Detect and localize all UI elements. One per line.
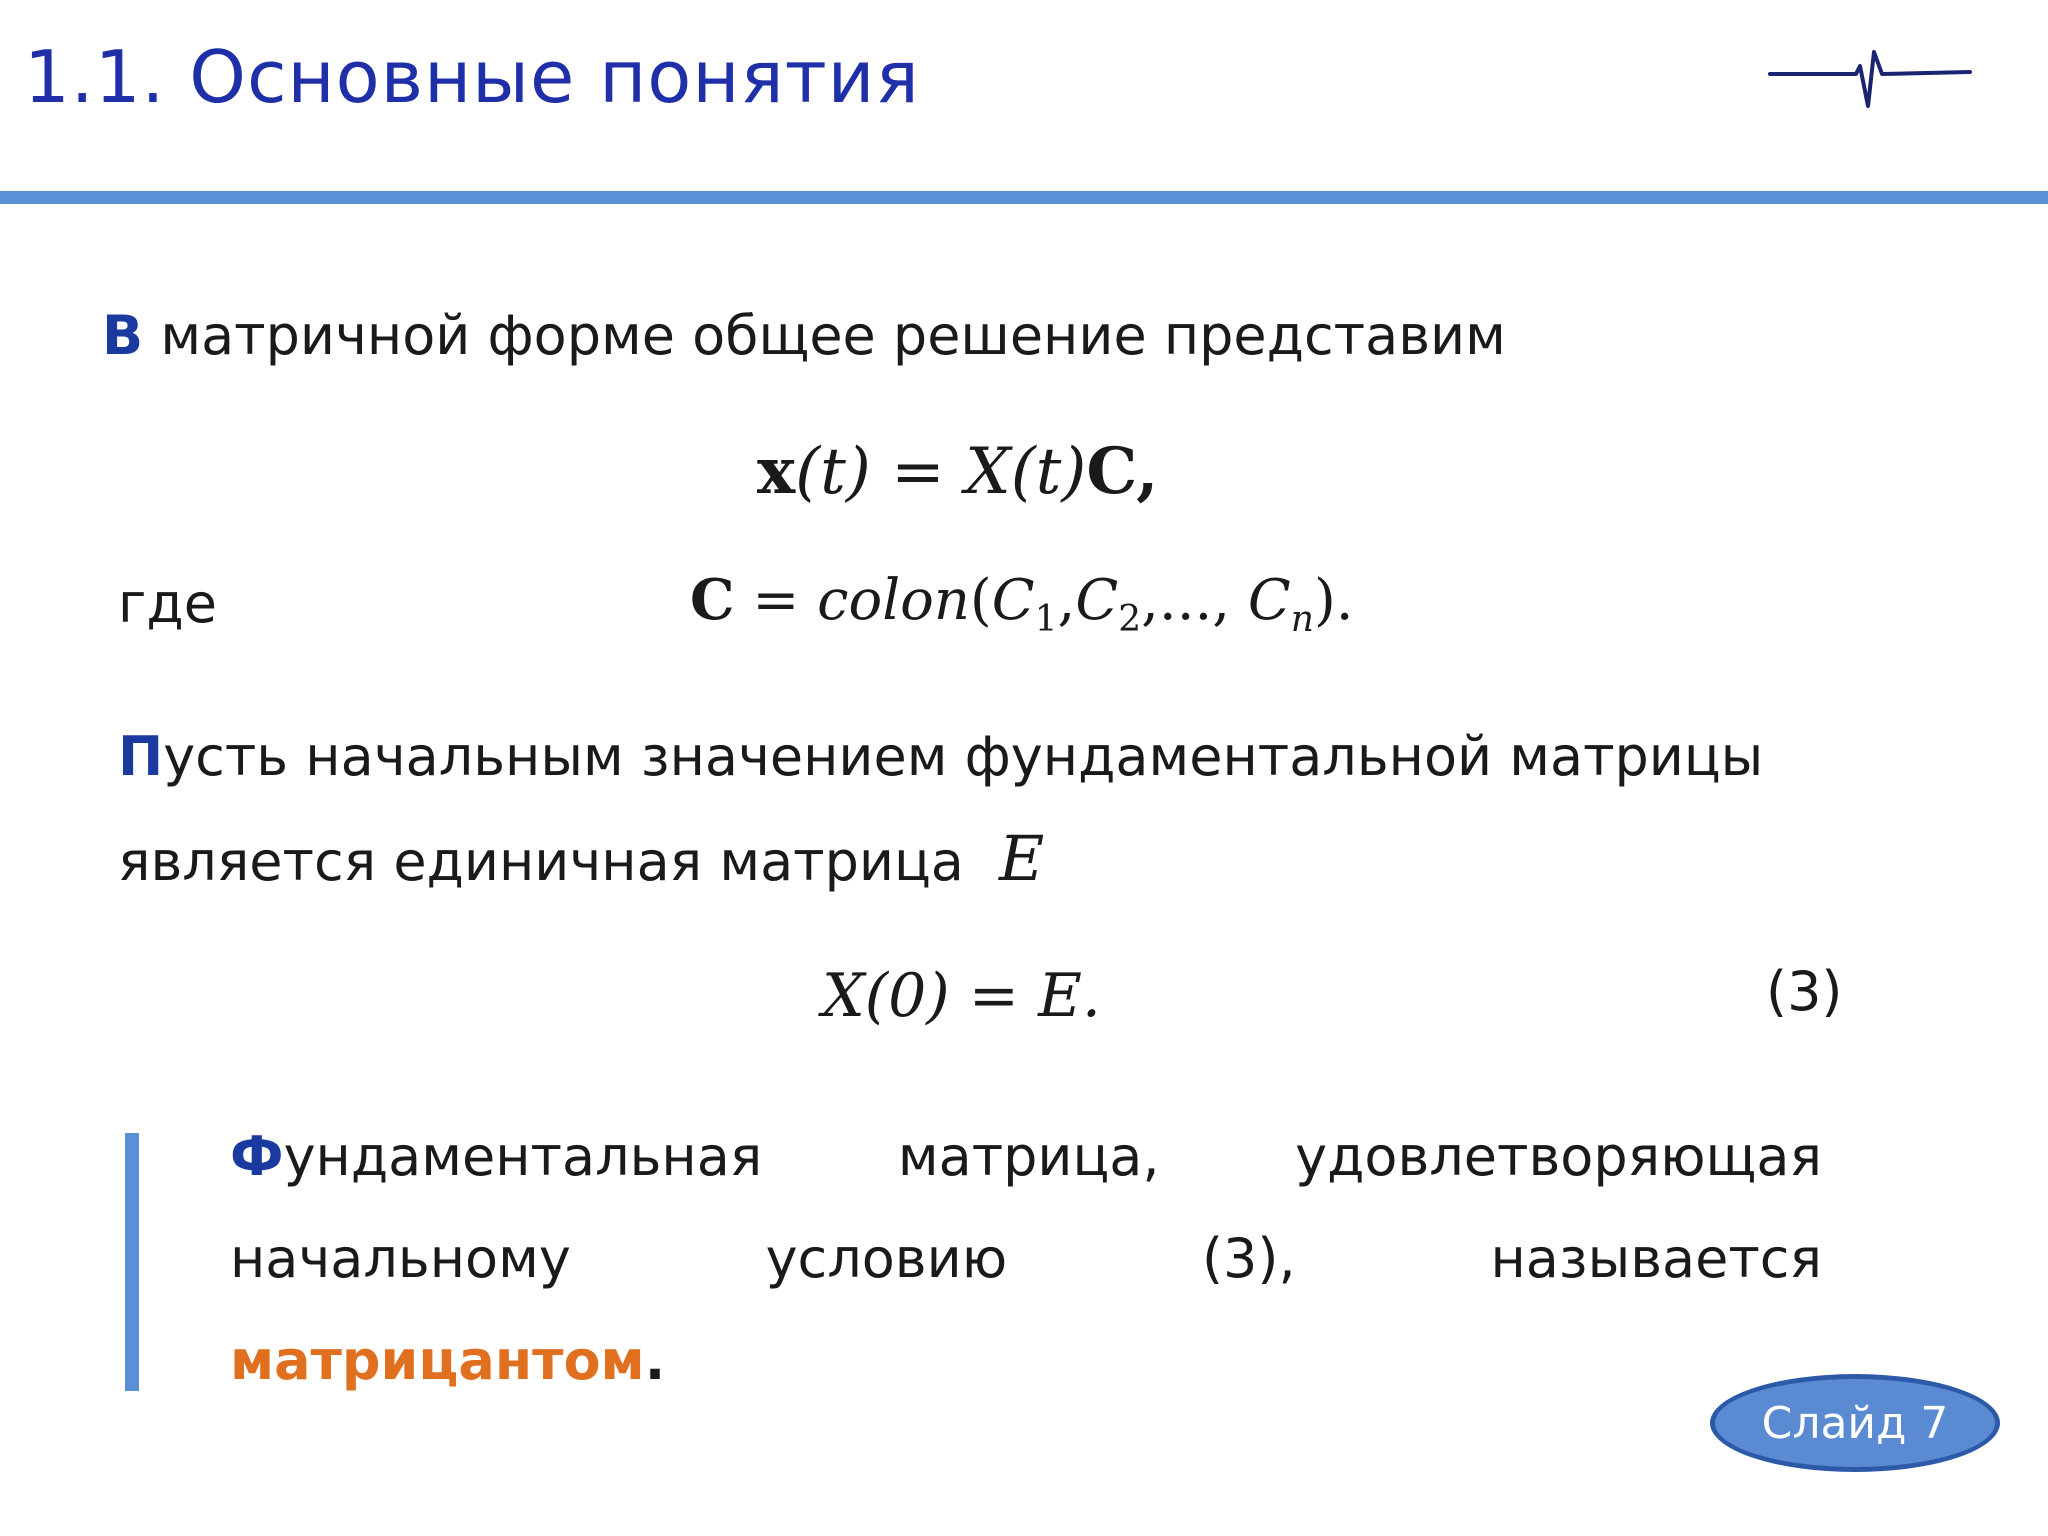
where-open: ( <box>969 568 992 633</box>
identity-matrix-symbol: E <box>999 822 1045 895</box>
definition-line1 <box>230 1122 1822 1192</box>
slide-number-label: Слайд 7 <box>1761 1397 1949 1449</box>
where-colon: colon <box>817 568 970 633</box>
header-divider <box>0 191 2048 204</box>
definition-word-2: матрица, <box>897 1125 1160 1188</box>
where-equals: = <box>734 568 818 633</box>
eq1-equals: = <box>870 435 966 509</box>
eq1-x: x <box>757 434 796 509</box>
where-cn: C <box>1247 568 1291 633</box>
defined-term: матрицантом <box>230 1329 645 1392</box>
eq1-c: C <box>1086 434 1137 509</box>
initial-value-text1: усть начальным значением фундаментальной матрицы <box>163 725 1764 788</box>
definition-line2 <box>230 1224 1822 1294</box>
intro-initial: В <box>102 304 144 367</box>
definition-word-1-rest: ундаментальная <box>283 1125 763 1188</box>
equation-number: (3) <box>1766 960 1843 1023</box>
slide-number-badge[interactable] <box>1710 1374 2000 1472</box>
where-c2: C <box>1075 568 1119 633</box>
definition-word-3: удовлетворяющая <box>1295 1125 1822 1188</box>
where-sep2: ,..., <box>1141 568 1248 633</box>
where-c: C <box>690 567 735 633</box>
initial-value-initial: П <box>118 725 164 788</box>
where-close: ). <box>1313 568 1354 633</box>
ecg-pulse-icon <box>1768 44 1972 108</box>
initial-condition-equation: X(0) = E. <box>822 961 1101 1031</box>
where-sub2: 2 <box>1118 599 1142 641</box>
initial-value-line1 <box>118 722 1763 792</box>
definition-word-4: начальному <box>230 1227 571 1290</box>
where-c1: C <box>991 568 1035 633</box>
intro-paragraph <box>102 301 1506 371</box>
where-sub1: 1 <box>1034 599 1058 641</box>
where-subn: n <box>1290 599 1314 641</box>
definition-word-5: условию <box>765 1227 1008 1290</box>
definition-initial: Ф <box>230 1125 284 1188</box>
definition-word-7: называется <box>1490 1227 1822 1290</box>
definition-word-1 <box>230 1122 762 1192</box>
slide-title: 1.1. Основные понятия <box>24 35 920 119</box>
definition-word-6: (3), <box>1201 1227 1296 1290</box>
definition-line3 <box>230 1326 665 1396</box>
definition-accent-bar <box>125 1133 139 1391</box>
intro-text: матричной форме общее решение представим <box>143 304 1506 367</box>
where-label: где <box>118 572 217 635</box>
eq1-lhs-arg: (t) <box>795 435 871 509</box>
eq1-rhs: X(t) <box>965 435 1087 509</box>
initial-value-text2: является единичная матрица <box>118 830 964 893</box>
solution-equation <box>757 432 1158 512</box>
eq1-tail: , <box>1136 434 1159 509</box>
initial-value-line2 <box>118 824 1044 897</box>
constant-vector-equation <box>690 562 1354 658</box>
definition-period: . <box>644 1329 666 1392</box>
where-sep1: , <box>1057 568 1076 633</box>
